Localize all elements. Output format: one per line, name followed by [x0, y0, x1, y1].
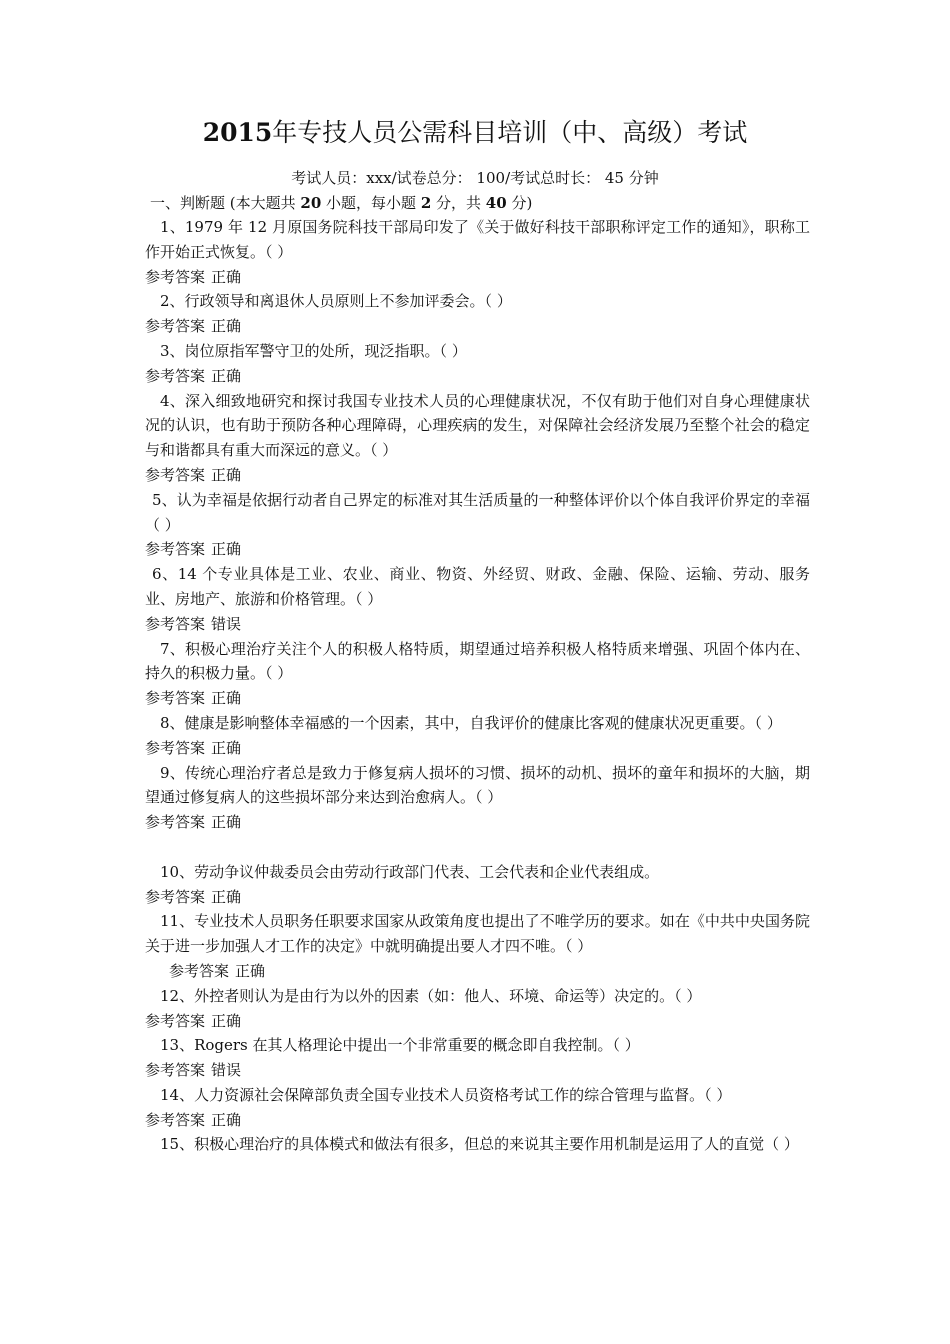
answer-line [145, 885, 810, 910]
answer-value: 正确 [211, 1011, 242, 1030]
question-text: 4、深入细致地研究和探讨我国专业技术人员的心理健康状况，不仅有助于他们对自身心理健康状况的认识，也有助于预防各种心理障碍，心理疾病的发生，对保障社会经济发展乃至整个社会的稳定与和谐都具有重大而深远的意义。（ ） [145, 391, 810, 460]
question-text: 14、人力资源社会保障部负责全国专业技术人员资格考试工作的综合管理与监督。（ ） [160, 1085, 732, 1104]
answer-value: 正确 [211, 689, 242, 708]
title-text: 年专技人员公需科目培训（中、高级）考试 [272, 118, 748, 147]
question-text: 1、1979 年 12 月原国务院科技干部局印发了《关于做好科技干部职称评定工作的通知》，职称工作开始正式恢复。（ ） [145, 218, 810, 261]
answer-label: 参考答案 [145, 1061, 206, 1080]
answer-value: 正确 [211, 738, 242, 757]
section-post: 分) [506, 194, 533, 212]
section-count: 20 [300, 194, 322, 212]
answer-label: 参考答案 [145, 689, 206, 708]
section-points: 2 [420, 194, 432, 212]
question-text: 7、积极心理治疗关注个人的积极人格特质，期望通过培养积极人格特质来增强、巩固个体内在、持久的积极力量。（ ） [145, 639, 810, 683]
answer-label: 参考答案 [145, 813, 206, 832]
answer-line [145, 1108, 810, 1133]
answer-line [145, 810, 810, 835]
section-mid1: 小题，每小题 [321, 194, 421, 212]
answer-value: 正确 [211, 465, 242, 484]
answer-value: 正确 [211, 887, 242, 906]
question-text: 9、传统心理治疗者总是致力于修复病人损坏的习惯、损坏的动机、损坏的童年和损坏的大脑，期望通过修复病人的这些损坏部分来达到治愈病人。（ ） [145, 763, 810, 807]
question-text: 3、岗位原指军警守卫的处所，现泛指职。（ ） [160, 341, 467, 360]
answer-label: 参考答案 [145, 267, 206, 286]
answer-line [145, 686, 810, 711]
answer-line [145, 736, 810, 761]
question-text: 2、行政领导和离退休人员原则上不参加评委会。（ ） [160, 292, 512, 311]
answer-label: 参考答案 [145, 738, 206, 757]
question-text: 5、认为幸福是依据行动者自己界定的标准对其生活质量的一种整体评价以个体自我评价界定的幸福（ ） [145, 490, 810, 534]
answer-value: 正确 [211, 540, 242, 559]
answer-label: 参考答案 [145, 540, 206, 559]
answer-label: 参考答案 [145, 1110, 206, 1129]
answer-label: 参考答案 [145, 317, 206, 336]
question-text: 12、外控者则认为是由行为以外的因素（如：他人、环境、命运等）决定的。（ ） [160, 986, 702, 1005]
page-title [0, 117, 950, 149]
question-text: 15、积极心理治疗的具体模式和做法有很多，但总的来说其主要作用机制是运用了人的直觉（ ） [160, 1135, 799, 1154]
question-text: 10、劳动争议仲裁委员会由劳动行政部门代表、工会代表和企业代表组成。 [160, 862, 660, 881]
exam-meta: 考试人员：xxx/试卷总分： 100/考试总时长： 45 分钟 [291, 169, 659, 187]
answer-value: 正确 [211, 813, 242, 832]
answer-label: 参考答案 [145, 366, 206, 385]
answer-label: 参考答案 [169, 961, 230, 980]
section-mid2: 分，共 [431, 194, 486, 212]
answer-line [145, 265, 810, 290]
answer-value: 错误 [211, 614, 242, 633]
answer-line [145, 959, 810, 984]
answer-line [145, 364, 810, 389]
answer-value: 正确 [211, 267, 242, 286]
answer-line [145, 612, 810, 637]
title-year: 2015 [202, 118, 273, 147]
answer-line [145, 463, 810, 488]
question-text: 8、健康是影响整体幸福感的一个因素，其中，自我评价的健康比客观的健康状况更重要。（ ） [160, 713, 782, 732]
section-pre: 一、判断题 (本大题共 [150, 194, 301, 212]
section-heading [150, 191, 532, 215]
answer-value: 错误 [211, 1061, 242, 1080]
answer-label: 参考答案 [145, 1011, 206, 1030]
answer-value: 正确 [211, 1110, 242, 1129]
answer-line [145, 314, 810, 339]
question-text: 6、14 个专业具体是工业、农业、商业、物资、外经贸、财政、金融、保险、运输、劳动、服务业、房地产、旅游和价格管理。（ ） [145, 565, 810, 608]
answer-value: 正确 [235, 961, 266, 980]
section-total: 40 [485, 194, 507, 212]
question-list [145, 215, 810, 1157]
answer-label: 参考答案 [145, 614, 206, 633]
answer-label: 参考答案 [145, 887, 206, 906]
answer-line [145, 1058, 810, 1083]
answer-line [145, 537, 810, 562]
question-text: 11、专业技术人员职务任职要求国家从政策角度也提出了不唯学历的要求。如在《中共中央国务院关于进一步加强人才工作的决定》中就明确提出要人才四不唯。（ ） [145, 912, 810, 956]
blank-line [145, 835, 810, 860]
answer-value: 正确 [211, 366, 242, 385]
answer-line [145, 1009, 810, 1034]
answer-value: 正确 [211, 317, 242, 336]
answer-label: 参考答案 [145, 465, 206, 484]
question-text: 13、Rogers 在其人格理论中提出一个非常重要的概念即自我控制。（ ） [160, 1036, 640, 1055]
